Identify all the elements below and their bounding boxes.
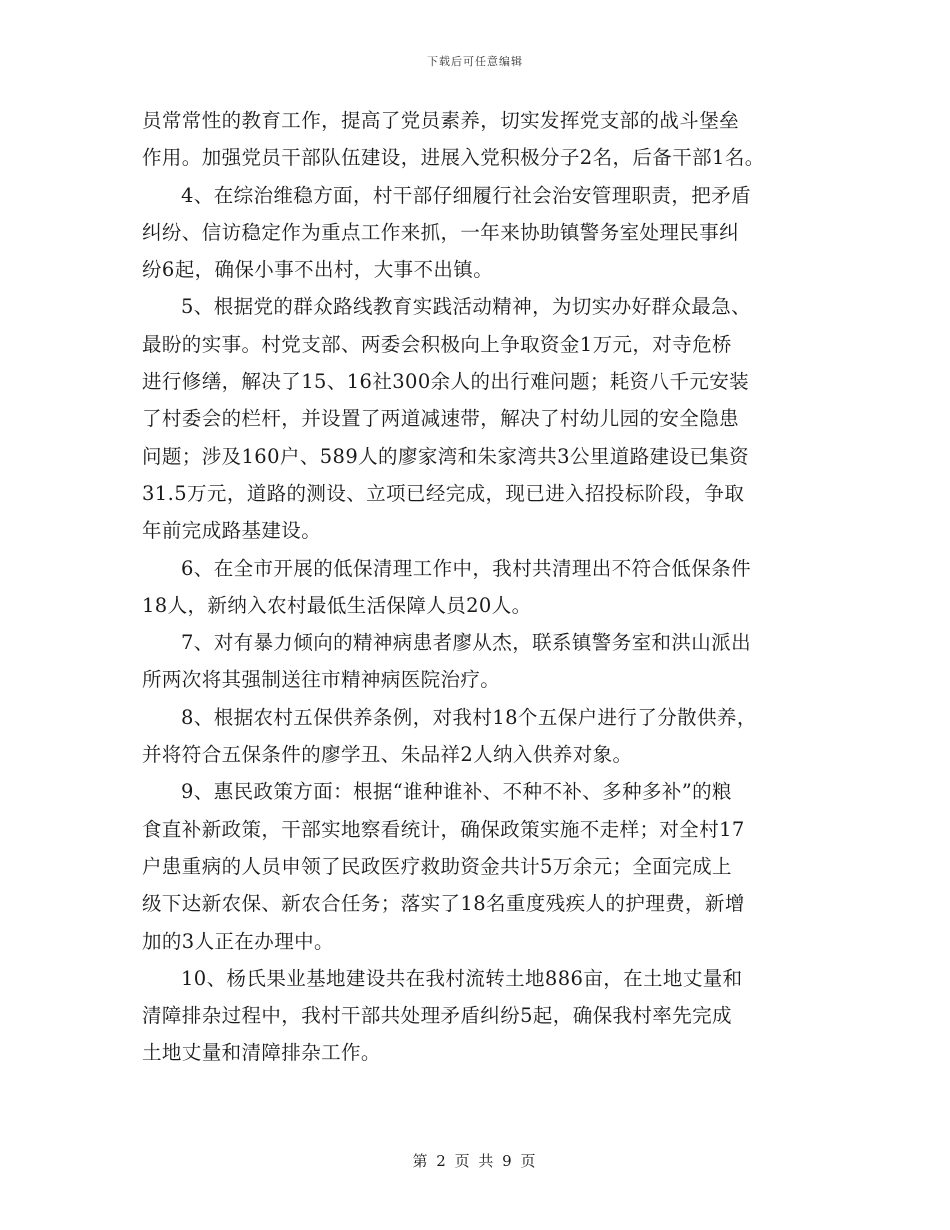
text-line: 年前完成路基建设。 bbox=[142, 519, 322, 543]
text-line: 10、杨氏果业基地建设共在我村流转土地886亩，在土地丈量和 bbox=[181, 966, 743, 990]
text-line: 问题；涉及160户、589人的廖家湾和朱家湾共3公里道路建设已集资 bbox=[142, 444, 750, 468]
text-line: 作用。加强党员干部队伍建设，进展入党积极分子2名，后备干部1名。 bbox=[142, 146, 765, 170]
text-line: 7、对有暴力倾向的精神病患者廖从杰，联系镇警务室和洪山派出 bbox=[181, 631, 752, 655]
text-line: 纷6起，确保小事不出村，大事不出镇。 bbox=[142, 258, 494, 282]
text-line: 所两次将其强制送往市精神病医院治疗。 bbox=[142, 668, 501, 692]
text-line: 户患重病的人员申领了民政医疗救助资金共计5万余元；全面完成上 bbox=[142, 854, 732, 878]
text-line: 进行修缮，解决了15、16社300余人的出行难问题；耗资八千元安装 bbox=[142, 370, 750, 394]
text-line: 并将符合五保条件的廖学丑、朱品祥2人纳入供养对象。 bbox=[142, 743, 633, 767]
text-line: 土地丈量和清障排杂工作。 bbox=[142, 1041, 381, 1065]
text-line: 最盼的实事。村党支部、两委会积极向上争取资金1万元，对寺危桥 bbox=[142, 332, 732, 356]
text-line: 员常常性的教育工作，提高了党员素养，切实发挥党支部的战斗堡垒 bbox=[142, 109, 740, 132]
page-footer: 第 2 页 共 9 页 bbox=[412, 1152, 538, 1170]
text-line: 8、根据农村五保供养条例，对我村18个五保户进行了分散供养， bbox=[181, 705, 757, 729]
text-line: 31.5万元，道路的测设、立项已经完成，现已进入招投标阶段，争取 bbox=[142, 481, 745, 505]
text-line: 6、在全市开展的低保清理工作中，我村共清理出不符合低保条件 bbox=[181, 556, 752, 580]
page-header: 下载后可任意编辑 bbox=[427, 55, 523, 68]
text-line: 清障排杂过程中，我村干部共处理矛盾纠纷5起，确保我村率先完成 bbox=[142, 1004, 732, 1028]
text-line: 4、在综治维稳方面，村干部仔细履行社会治安管理职责，把矛盾 bbox=[181, 183, 752, 207]
text-line: 级下达新农保、新农合任务；落实了18名重度残疾人的护理费，新增 bbox=[142, 892, 745, 916]
document-body bbox=[142, 102, 814, 1072]
text-line: 9、惠民政策方面：根据“谁种谁补、不种不补、多种多补”的粮 bbox=[181, 780, 732, 804]
text-line: 加的3人正在办理中。 bbox=[142, 929, 334, 953]
text-line: 18人，新纳入农村最低生活保障人员20人。 bbox=[142, 593, 532, 617]
text-line: 纠纷、信访稳定作为重点工作来抓，一年来协助镇警务室处理民事纠 bbox=[142, 220, 740, 244]
text-line: 了村委会的栏杆，并设置了两道减速带，解决了村幼儿园的安全隐患 bbox=[142, 407, 740, 431]
text-line: 食直补新政策，干部实地察看统计，确保政策实施不走样；对全村17 bbox=[142, 817, 745, 841]
text-line: 5、根据党的群众路线教育实践活动精神，为切实办好群众最急、 bbox=[181, 295, 752, 319]
